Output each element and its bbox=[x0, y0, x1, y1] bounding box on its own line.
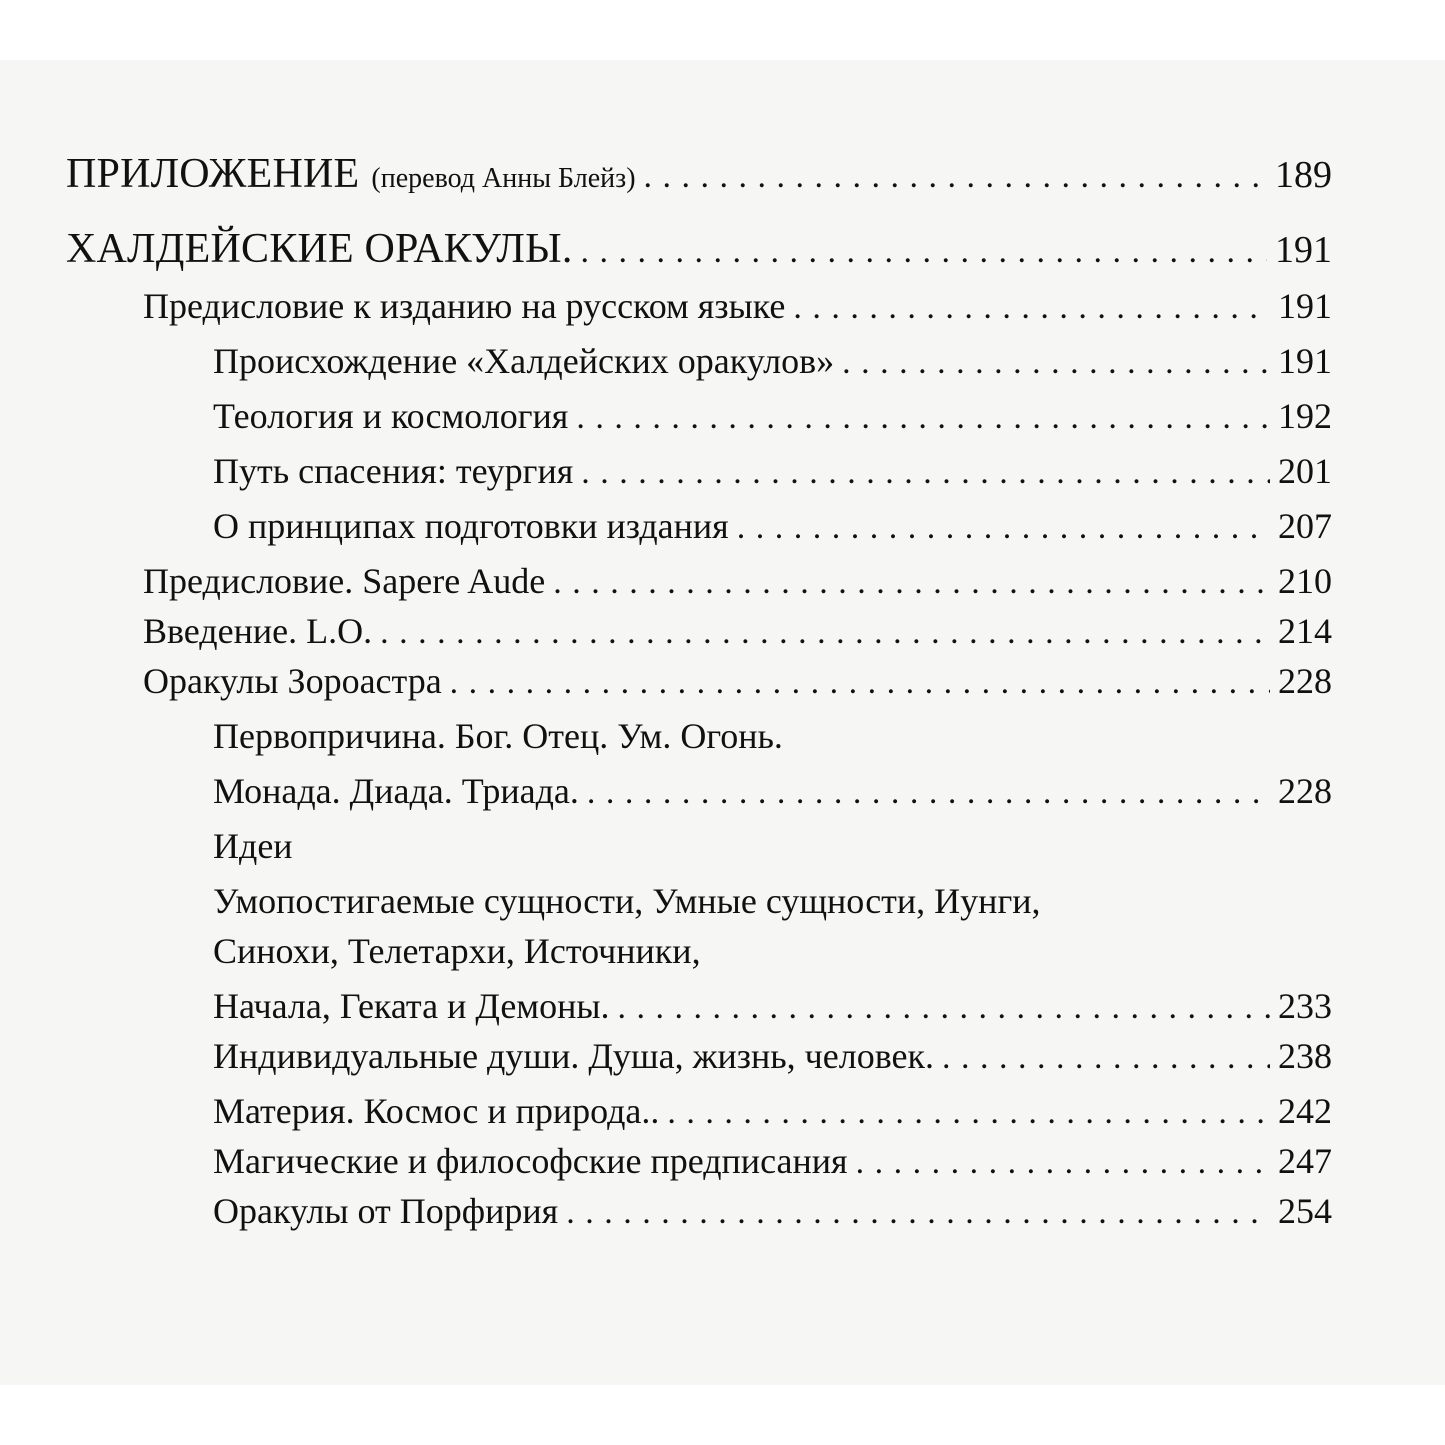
dot-leader bbox=[842, 344, 1270, 382]
toc-entry bbox=[213, 450, 1332, 492]
toc-entry bbox=[213, 930, 701, 972]
toc-entry-page: 191 bbox=[1278, 341, 1332, 381]
toc-entry bbox=[143, 610, 1332, 652]
dot-leader bbox=[618, 989, 1270, 1027]
toc-entry-title: Монада. Диада. Триада. bbox=[213, 771, 579, 811]
dot-leader bbox=[450, 664, 1270, 702]
toc-entry bbox=[213, 880, 1040, 922]
toc-entry-page: 191 bbox=[1278, 286, 1332, 326]
toc-entry-page: 228 bbox=[1278, 771, 1332, 811]
toc-entry bbox=[143, 660, 1332, 702]
toc-entry bbox=[213, 770, 1332, 812]
toc-entry bbox=[66, 225, 1332, 273]
toc-entry-page: 201 bbox=[1278, 451, 1332, 491]
dot-leader bbox=[644, 158, 1267, 196]
toc-entry-page: 192 bbox=[1278, 396, 1332, 436]
toc-entry-page: 238 bbox=[1278, 1036, 1332, 1076]
toc-entry-title: Происхождение «Халдейских оракулов» bbox=[213, 341, 835, 381]
toc-entry-title: Синохи, Телетархи, Источники, bbox=[213, 931, 701, 971]
toc-entry bbox=[66, 150, 1332, 198]
toc-entry-page: 242 bbox=[1278, 1091, 1332, 1131]
toc-entry-page: 233 bbox=[1278, 986, 1332, 1026]
toc-entry bbox=[213, 1035, 1332, 1077]
toc-entry-page: 247 bbox=[1278, 1141, 1332, 1181]
toc-entry-title: Индивидуальные души. Душа, жизнь, человек. bbox=[213, 1036, 934, 1076]
toc-entry-title: О принципах подготовки издания bbox=[213, 506, 729, 546]
dot-leader bbox=[942, 1039, 1270, 1077]
toc-entry bbox=[213, 715, 783, 757]
toc-entry bbox=[213, 505, 1332, 547]
toc-entry-page: 254 bbox=[1278, 1191, 1332, 1231]
toc-entry-title: Магические и философские предписания bbox=[213, 1141, 848, 1181]
book-page bbox=[0, 60, 1445, 1385]
toc-entry bbox=[213, 1190, 1332, 1232]
dot-leader bbox=[856, 1144, 1270, 1182]
toc-entry-title: Умопостигаемые сущности, Умные сущности, Иунги, bbox=[213, 881, 1041, 921]
toc-entry bbox=[213, 1140, 1332, 1182]
toc-entry-page: 214 bbox=[1278, 611, 1332, 651]
toc-entry-title: Первопричина. Бог. Отец. Ум. Огонь. bbox=[213, 716, 783, 756]
dot-leader bbox=[667, 1094, 1270, 1132]
dot-leader bbox=[587, 774, 1270, 812]
toc-entry-title: ПРИЛОЖЕНИЕ bbox=[66, 151, 360, 197]
dot-leader bbox=[793, 289, 1270, 327]
toc-entry-title: Начала, Геката и Демоны. bbox=[213, 986, 610, 1026]
toc-entry-title: Оракулы Зороастра bbox=[143, 661, 442, 701]
toc-entry-title: Предисловие к изданию на русском языке bbox=[143, 286, 786, 326]
table-of-contents bbox=[0, 60, 1445, 1385]
toc-entry bbox=[213, 985, 1332, 1027]
toc-entry bbox=[213, 825, 293, 867]
dot-leader bbox=[581, 233, 1267, 271]
toc-entry bbox=[213, 395, 1332, 437]
toc-entry-title: Путь спасения: теургия bbox=[213, 451, 574, 491]
toc-entry-subtitle: (перевод Анны Блейз) bbox=[371, 163, 636, 194]
toc-entry-title: Идеи bbox=[213, 826, 293, 866]
toc-entry bbox=[213, 340, 1332, 382]
toc-entry-page: 210 bbox=[1278, 561, 1332, 601]
toc-entry-title: Введение. L.O. bbox=[143, 611, 373, 651]
toc-entry bbox=[143, 285, 1332, 327]
dot-leader bbox=[737, 509, 1270, 547]
toc-entry bbox=[213, 1090, 1332, 1132]
toc-entry-page: 228 bbox=[1278, 661, 1332, 701]
toc-entry bbox=[143, 560, 1332, 602]
toc-entry-title: Оракулы от Порфирия bbox=[213, 1191, 559, 1231]
toc-entry-page: 191 bbox=[1275, 229, 1332, 271]
dot-leader bbox=[581, 454, 1270, 492]
toc-entry-page: 189 bbox=[1275, 154, 1332, 196]
toc-entry-page: 207 bbox=[1278, 506, 1332, 546]
toc-entry-title: ХАЛДЕЙСКИЕ ОРАКУЛЫ. bbox=[66, 226, 573, 272]
dot-leader bbox=[566, 1194, 1270, 1232]
dot-leader bbox=[576, 399, 1270, 437]
dot-leader bbox=[553, 564, 1270, 602]
dot-leader bbox=[380, 614, 1270, 652]
toc-entry-title: Теология и космология bbox=[213, 396, 569, 436]
toc-entry-title: Предисловие. Sapere Aude bbox=[143, 561, 546, 601]
toc-entry-title: Материя. Космос и природа.. bbox=[213, 1091, 660, 1131]
